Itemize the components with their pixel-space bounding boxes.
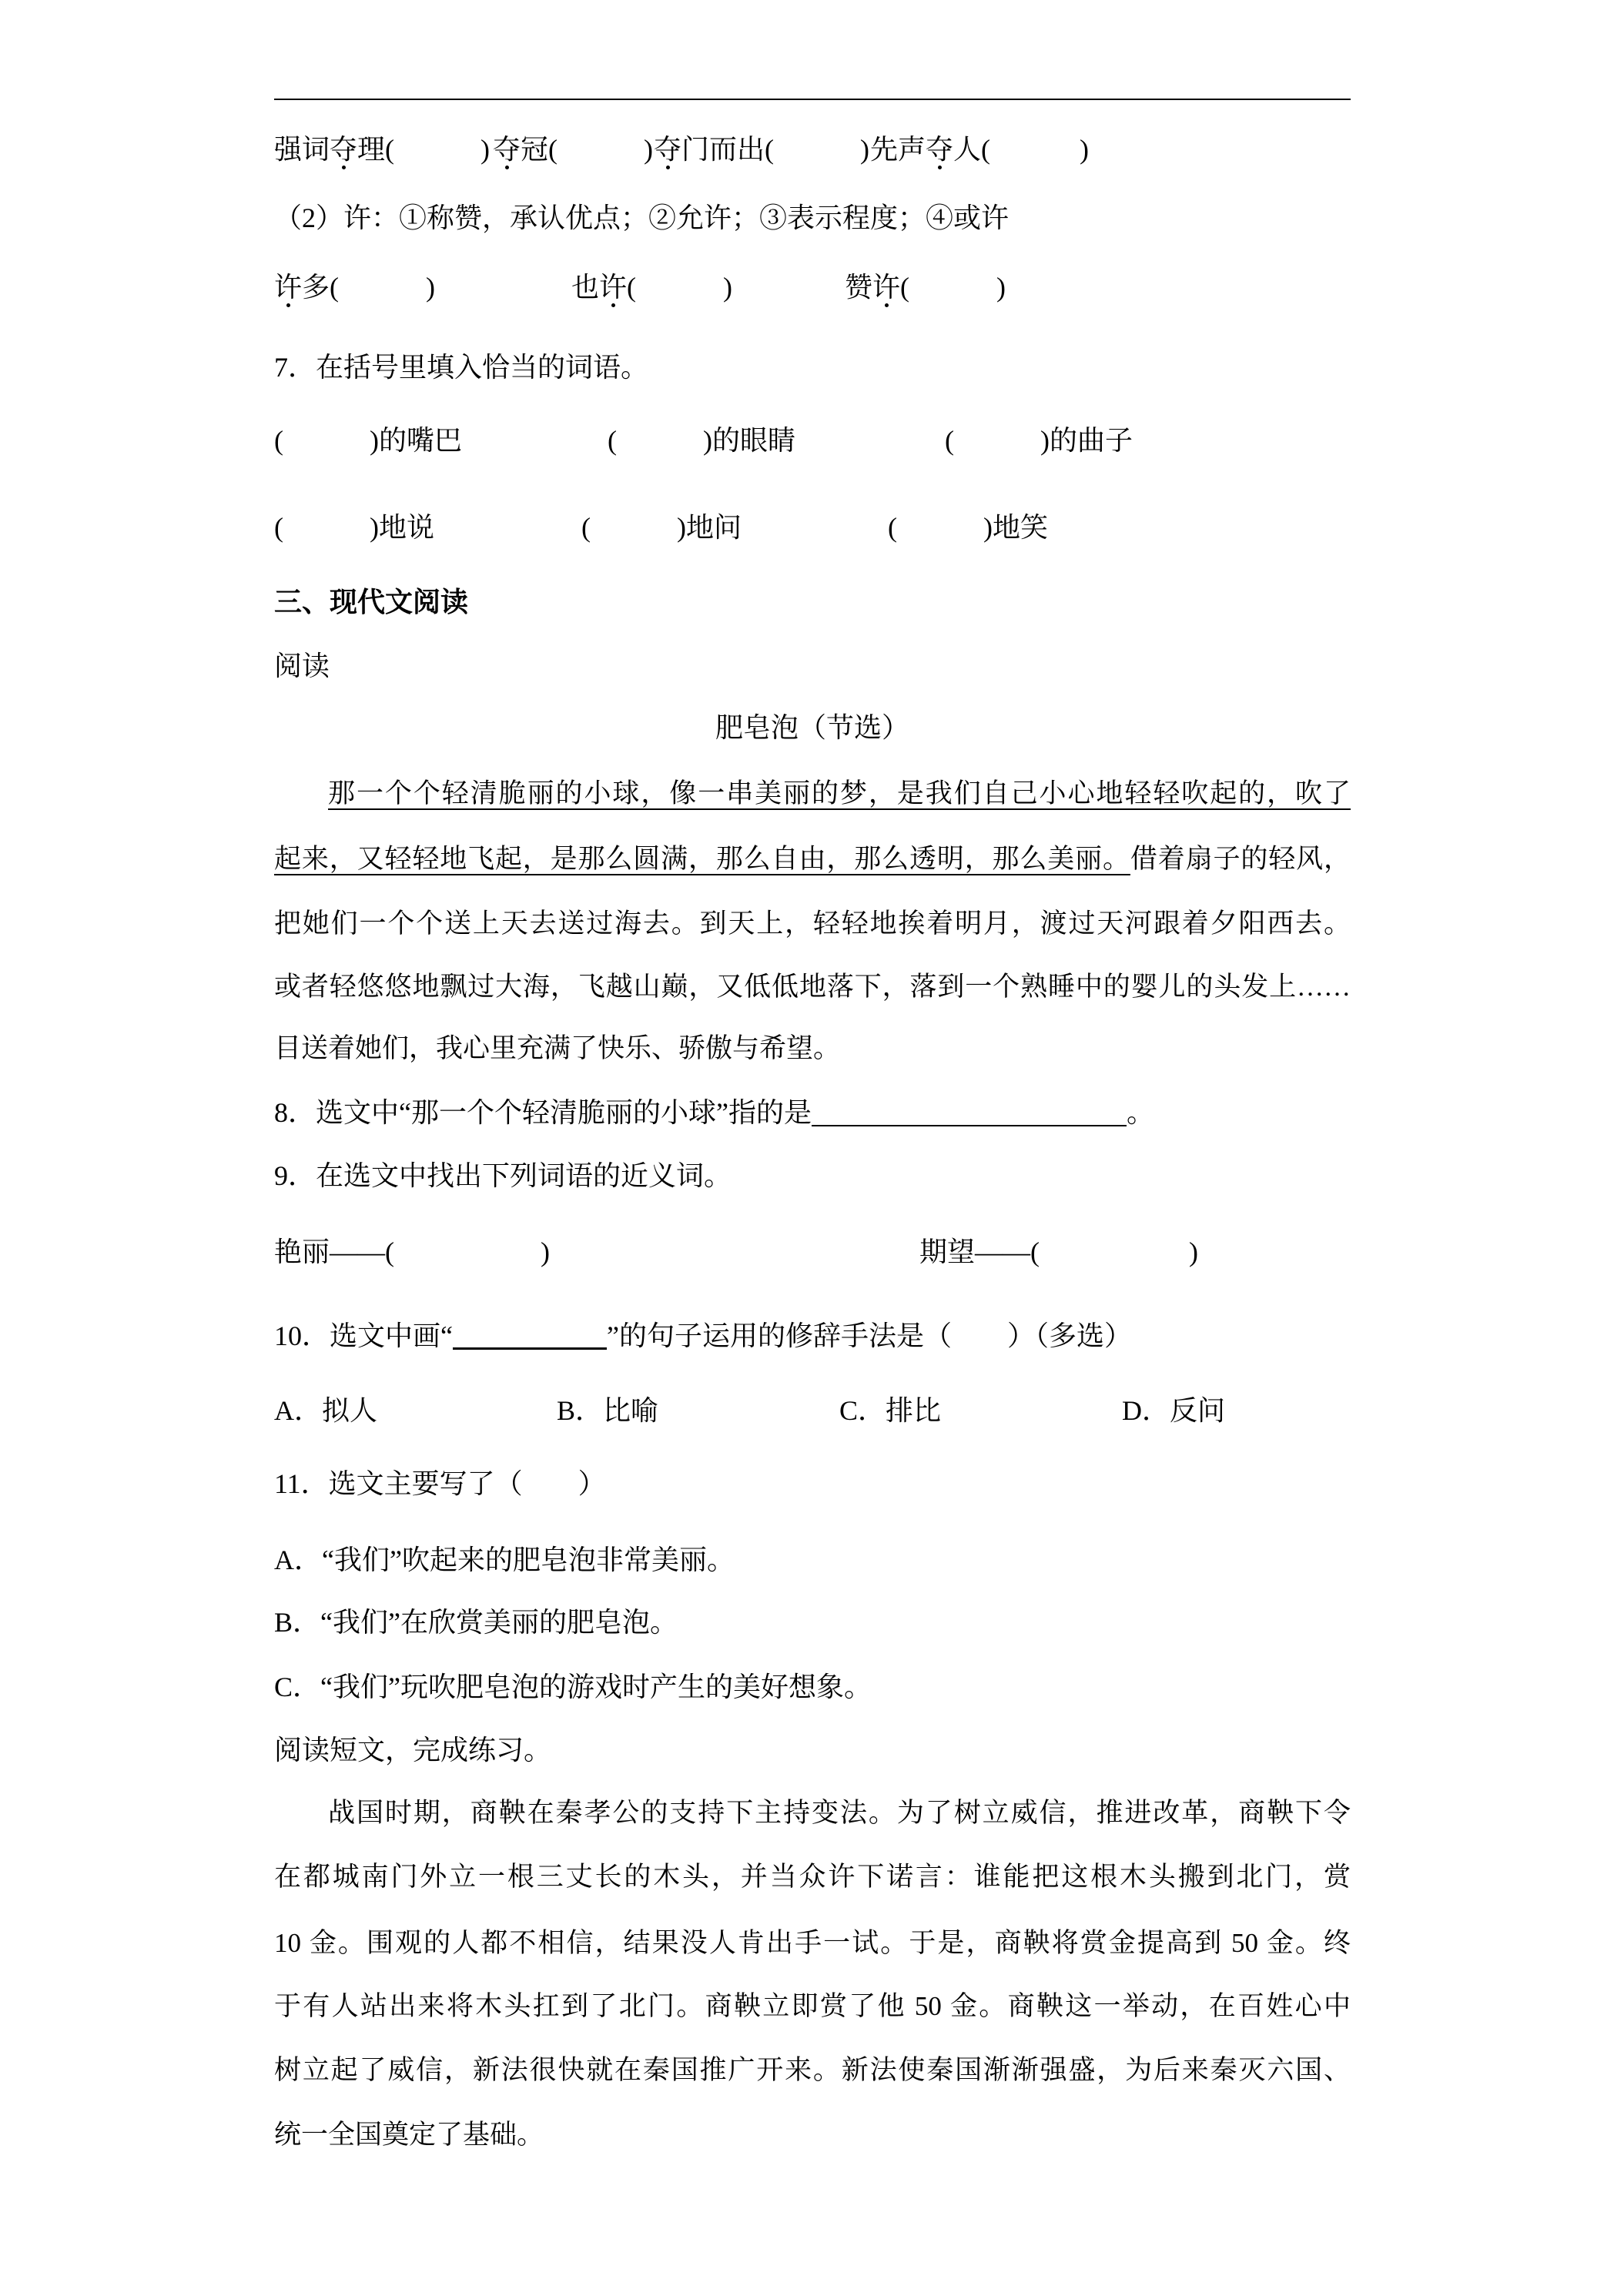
dotted-char: 许 [274,272,303,303]
paren-open: ( [548,134,558,165]
paren-close: ) [370,425,379,456]
passage-title: 肥皂泡（节选） [715,712,909,743]
reading-intro: 阅读 [274,651,330,681]
answer-blank [774,151,860,159]
option-b: B．比喻 [557,1395,659,1426]
paren-open: ( [627,272,637,303]
question-8-prompt: 8．选文中“那一个个轻清脆丽的小球”指的是 [274,1097,812,1128]
passage-segment: 借着扇子的轻风， [1130,844,1351,874]
answer-blank [558,151,644,159]
answer-blank [636,289,723,296]
question-8-end: 。 [1126,1097,1154,1128]
answer-blank [283,442,370,450]
fill-item-word: 的曲子 [1050,425,1133,456]
paren-close: ) [983,512,993,543]
paren-close: ) [723,272,733,303]
option-b: B．“我们”在欣赏美丽的肥皂泡。 [274,1607,678,1638]
answer-blank [591,529,677,537]
synonym-word: 艳丽—— [274,1237,386,1267]
paren-open: ( [608,425,617,456]
paren-close: ) [481,134,491,165]
fill-item-word: 地问 [686,512,742,543]
question-10 [274,1319,1351,1353]
answer-blank [909,289,996,296]
question-8 [274,1096,1351,1130]
dotted-char: 夺 [654,134,682,165]
answer-blank [897,529,983,537]
paren-close: ) [644,134,654,165]
fill-item [274,423,462,457]
passage-line: 于有人站出来将木头扛到了北门。商鞅立即赏了他 50 金。商鞅这一举动，在百姓心中 [274,1991,1351,2021]
passage-line [274,777,1351,811]
paren-close: ) [541,1237,551,1267]
answer-blank [394,151,481,159]
word-item [274,132,490,166]
dotted-char: 许 [872,272,901,303]
paren-open: ( [765,134,775,165]
fill-item-word: 地笑 [993,512,1049,543]
passage-line: 10 金。围观的人都不相信，结果没人肯出手一试。于是，商鞅将赏金提高到 50 金。终 [274,1928,1351,1958]
paren-close: ) [677,512,686,543]
answer-blank [990,151,1080,159]
answer-blank [617,442,703,450]
section-heading: 三、现代文阅读 [274,587,469,618]
passage-line: 统一全国奠定了基础。 [274,2120,544,2150]
passage-line [274,842,1351,876]
paren-open: ( [385,134,395,165]
paren-open: ( [330,272,340,303]
passage-line: 树立起了威信，新法很快就在秦国推广开来。新法使秦国渐渐强盛，为后来秦灭六国、 [274,2055,1351,2085]
paren-open: ( [900,272,910,303]
word-item [870,132,1089,166]
passage-segment: 那一个个轻清脆丽的小球，像一串美丽的梦，是我们自己小心地轻轻吹起的，吹了 [328,778,1351,808]
fill-item-word: 的嘴巴 [379,425,463,456]
word-item [845,270,1006,304]
fill-item [274,510,434,544]
paren-open: ( [274,425,283,456]
word-item [571,270,732,304]
dotted-char: 夺 [493,134,521,165]
question-7-row-2 [274,510,1351,544]
paren-open: ( [274,512,283,543]
word-prefix: 先声 [870,134,926,165]
paren-open: ( [888,512,897,543]
word-suffix: 人 [953,134,982,165]
question-7-row-1 [274,423,1351,457]
answer-line [812,1110,1127,1126]
dotted-char: 夺 [330,134,358,165]
word-prefix: 也 [571,272,600,303]
paren-close: ) [426,272,436,303]
fill-item [608,423,795,457]
synonym-item [274,1235,550,1269]
fill-item [945,423,1133,457]
passage-segment: 目送着她们，我心里充满了快乐、骄傲与希望。 [274,1033,841,1063]
passage-line: 在都城南门外立一根三丈长的木头，并当众许下诺言：谁能把这根木头搬到北门，赏 [274,1862,1351,1892]
paren-open: ( [981,134,991,165]
option-c: C．排比 [839,1395,942,1426]
passage-line: 战国时期，商鞅在秦孝公的支持下主持变法。为了树立威信，推进改革，商鞅下令 [328,1798,1351,1828]
option-d: D．反问 [1122,1395,1225,1426]
fill-item [581,510,742,544]
paren-close: ) [1189,1237,1199,1267]
word-item [493,132,653,166]
word-item [274,270,435,304]
xu-meanings-heading: （2）许：①称赞，承认优点；②允许；③表示程度；④或许 [274,202,1010,233]
fill-item-word: 的眼睛 [712,425,796,456]
answer-blank [394,1253,541,1261]
option-a: A．拟人 [274,1395,377,1426]
fill-item [888,510,1048,544]
underline-marker [453,1332,607,1350]
duo-word-row [274,132,1351,166]
paren-open: ( [581,512,591,543]
passage-segment: 起来，又轻轻地飞起，是那么圆满，那么自由，那么透明，那么美丽。 [274,844,1130,874]
passage-segment: 把她们一个个送上天去送过海去。到天上，轻轻地挨着明月，渡过天河跟着夕阳西去。 [274,909,1351,939]
passage-line [274,970,1351,1004]
paren-close: ) [996,272,1006,303]
question-11-prompt: 11．选文主要写了（ ） [274,1468,606,1499]
answer-blank [1040,1253,1189,1261]
question-10-prompt-end: ”的句子运用的修辞手法是（ ）（多选） [606,1320,1132,1351]
paren-close: ) [1040,425,1050,456]
dotted-char: 许 [599,272,628,303]
synonym-item [919,1235,1198,1269]
word-prefix: 强词 [274,134,330,165]
passage-line [274,907,1351,941]
word-suffix: 多 [302,272,330,303]
paren-open: ( [945,425,954,456]
word-item [654,132,869,166]
paren-close: ) [1080,134,1090,165]
question-10-options [274,1394,1351,1427]
question-9-prompt: 9．在选文中找出下列词语的近义词。 [274,1160,732,1191]
xu-word-row [274,270,1351,304]
paren-open: ( [1030,1237,1040,1267]
word-suffix: 门而出 [681,134,765,165]
question-10-prompt-start: 10．选文中画“ [274,1320,453,1351]
answer-blank [954,442,1040,450]
fill-item-word: 地说 [379,512,435,543]
paren-close: ) [703,425,712,456]
question-7-prompt: 7．在括号里填入恰当的词语。 [274,352,649,383]
passage-line [274,1032,1351,1066]
option-c: C．“我们”玩吹肥皂泡的游戏时产生的美好想象。 [274,1672,872,1702]
paren-open: ( [385,1237,395,1267]
passage-segment: 或者轻悠悠地飘过大海，飞越山巅，又低低地落下，落到一个熟睡中的婴儿的头发上…… [274,972,1351,1002]
option-a: A．“我们”吹起来的肥皂泡非常美丽。 [274,1545,735,1575]
word-prefix: 赞 [845,272,873,303]
answer-blank [339,289,426,296]
reading-intro: 阅读短文，完成练习。 [274,1735,552,1766]
paren-close: ) [860,134,870,165]
header-rule [274,99,1351,100]
dotted-char: 夺 [926,134,954,165]
word-suffix: 理 [357,134,386,165]
synonym-word: 期望—— [919,1237,1031,1267]
question-9-row [274,1235,1351,1269]
paren-close: ) [370,512,379,543]
word-suffix: 冠 [521,134,549,165]
answer-blank [283,529,370,537]
